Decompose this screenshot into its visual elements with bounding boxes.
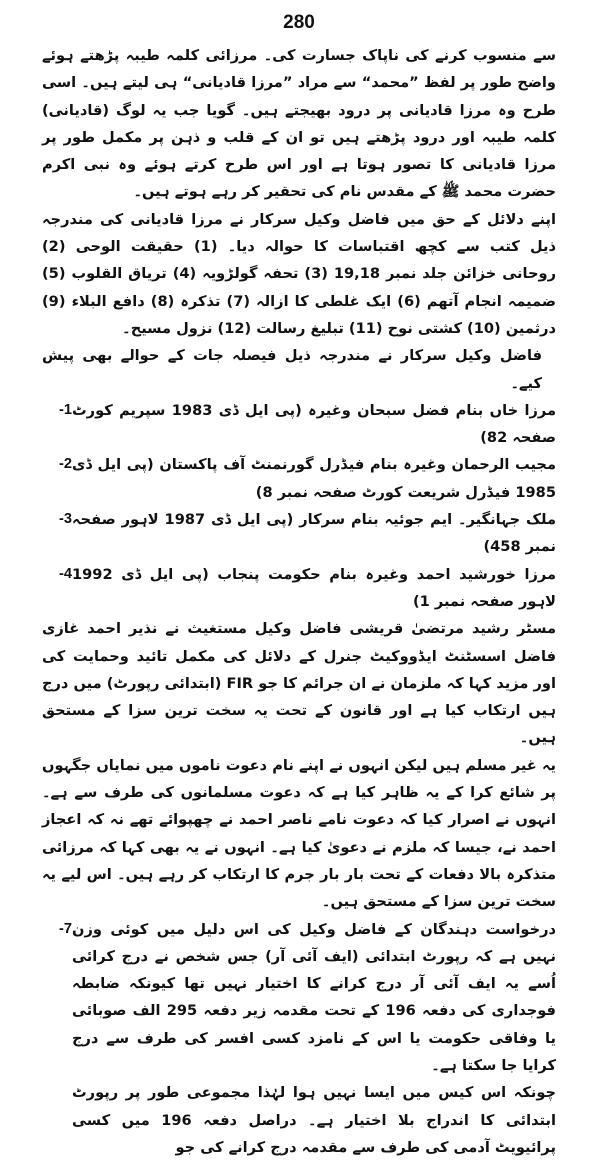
- case-number: -3: [59, 511, 72, 528]
- paragraph-text: درخواست دہندگان کے فاضل وکیل کی اس دلیل میں کوئی وزن نہیں ہے کہ رپورٹ ابتدائی (ایف آئی آر) جس شخص نے درج کرائی اُسے یہ ایف آئی آر درج کرانے کا اختیار نہیں تھا کیونکہ ضابطہ فوجداری کی دفعہ 196 کے تحت مقدمہ زیر دفعہ 295 الف صوبائی یا وفاقی حکومت یا اس کے نامزد کسی افسر کی طرف سے درج کرایا جا سکتا ہے۔: [72, 920, 556, 1074]
- page-number: 280: [283, 12, 315, 33]
- continuation-paragraph: [42, 1079, 556, 1161]
- case-list-item: [42, 561, 556, 616]
- middle-paragraph-1: مسٹر رشید مرتضیٰ قریشی فاضل وکیل مستغیث نے نذیر احمد غازی فاضل اسسٹنٹ ایڈووکیٹ جنرل کے دلائل کی مکمل تائید وحمایت کی اور مزید کہا کہ ملزمان نے ان جرائم کا جو FIR (ابتدائی رپورٹ) میں درج ہیں ارتکاب کیا ہے اور قانون کے تحت یہ سخت ترین سزا کے مستحق ہیں۔: [42, 620, 556, 747]
- paragraph-number: -7: [59, 920, 72, 937]
- page-body: [42, 42, 556, 1161]
- middle-paragraph-2: یہ غیر مسلم ہیں لیکن انہوں نے اپنے نام دعوت ناموں میں نمایاں جگہوں پر شائع کرا کے یہ ظاہر کیا ہے کہ دعوت مسلمانوں کی طرف سے ہے۔ انہوں نے اصرار کیا کہ دعوت نامے ناصر احمد نے چھپوائے تھے نہ کہ اعجاز احمد نے، جیسا کہ ملزم نے دعویٰ کیا ہے۔ انہوں نے یہ بھی کہا کہ مرزائی متذکرہ بالا دفعات کے تحت بار بار جرم کا ارتکاب کر رہے ہیں۔ اس لیے یہ سخت ترین سزا کے مستحق ہیں۔: [42, 756, 556, 911]
- case-text: مرزا خاں بنام فضل سبحان وغیرہ (پی ایل ڈی 1983 سپریم کورٹ صفحہ 82): [72, 401, 556, 447]
- case-list-item: [42, 397, 556, 452]
- intro-paragraph-2: اپنے دلائل کے حق میں فاضل وکیل سرکار نے مرزا قادیانی کی مندرجہ ذیل کتب سے کچھ اقتباسات کا حوالہ دیا۔ (1) حقیقت الوحی (2) روحانی خزائن جلد نمبر 19,18 (3) تحفہ گولڑویہ (4) تریاق القلوب (5) ضمیمہ انجام آتھم (6) ایک غلطی کا ازالہ (7) تذکرہ (8) دافع البلاء (9) درثمین (10) کشتی نوح (11) تبلیغ رسالت (12) نزول مسیح۔: [42, 210, 556, 337]
- case-text: مجیب الرحمان وغیرہ بنام فیڈرل گورنمنٹ آف پاکستان (پی ایل ڈی 1985 فیڈرل شریعت کورٹ صفحہ نمبر 8): [72, 456, 556, 501]
- numbered-paragraph-7: [42, 916, 556, 1080]
- case-number: -4: [59, 565, 72, 582]
- case-text: مرزا خورشید احمد وغیرہ بنام حکومت پنجاب (پی ایل ڈی 1992 لاہور صفحہ نمبر 1): [72, 565, 556, 610]
- intro-paragraph-3: فاضل وکیل سرکار نے مندرجہ ذیل فیصلہ جات کے حوالے بھی پیش کیے۔: [42, 347, 542, 392]
- intro-paragraph-1: سے منسوب کرنے کی ناپاک جسارت کی۔ مرزائی کلمہ طیبہ پڑھتے ہوئے واضح طور پر لفظ ”محمد“ سے مراد ”مرزا قادیانی“ ہی لیتے ہیں۔ اسی طرح وہ مرزا قادیانی پر درود بھیجتے ہیں۔ گویا جب یہ لوگ (قادیانی) کلمہ طیبہ اور درود پڑھتے ہیں تو ان کے قلب و ذہن پر مکمل طور پر مرزا قادیانی کا تصور ہوتا ہے اور اس طرح کرتے ہوئے وہ نبی اکرم حضرت محمد ﷺ کے مقدس نام کی تحقیر کر رہے ہوتے ہیں۔: [42, 47, 556, 201]
- case-number: -2: [59, 456, 72, 473]
- case-list-item: [42, 506, 556, 561]
- case-number: -1: [59, 401, 72, 418]
- case-list-item: [42, 451, 556, 506]
- case-text: ملک جہانگیر۔ ایم جوئیہ بنام سرکار (پی ایل ڈی 1987 لاہور صفحہ نمبر 458): [72, 511, 556, 556]
- paragraph-text: چونکہ اس کیس میں ایسا نہیں ہوا لہٰذا مجموعی طور پر رپورٹ ابتدائی کا اندراج بلا اختیار ہے۔ دراصل دفعہ 196 میں کسی پرائیویٹ آدمی کی طرف سے مقدمہ درج کرانے کی جو: [72, 1084, 556, 1156]
